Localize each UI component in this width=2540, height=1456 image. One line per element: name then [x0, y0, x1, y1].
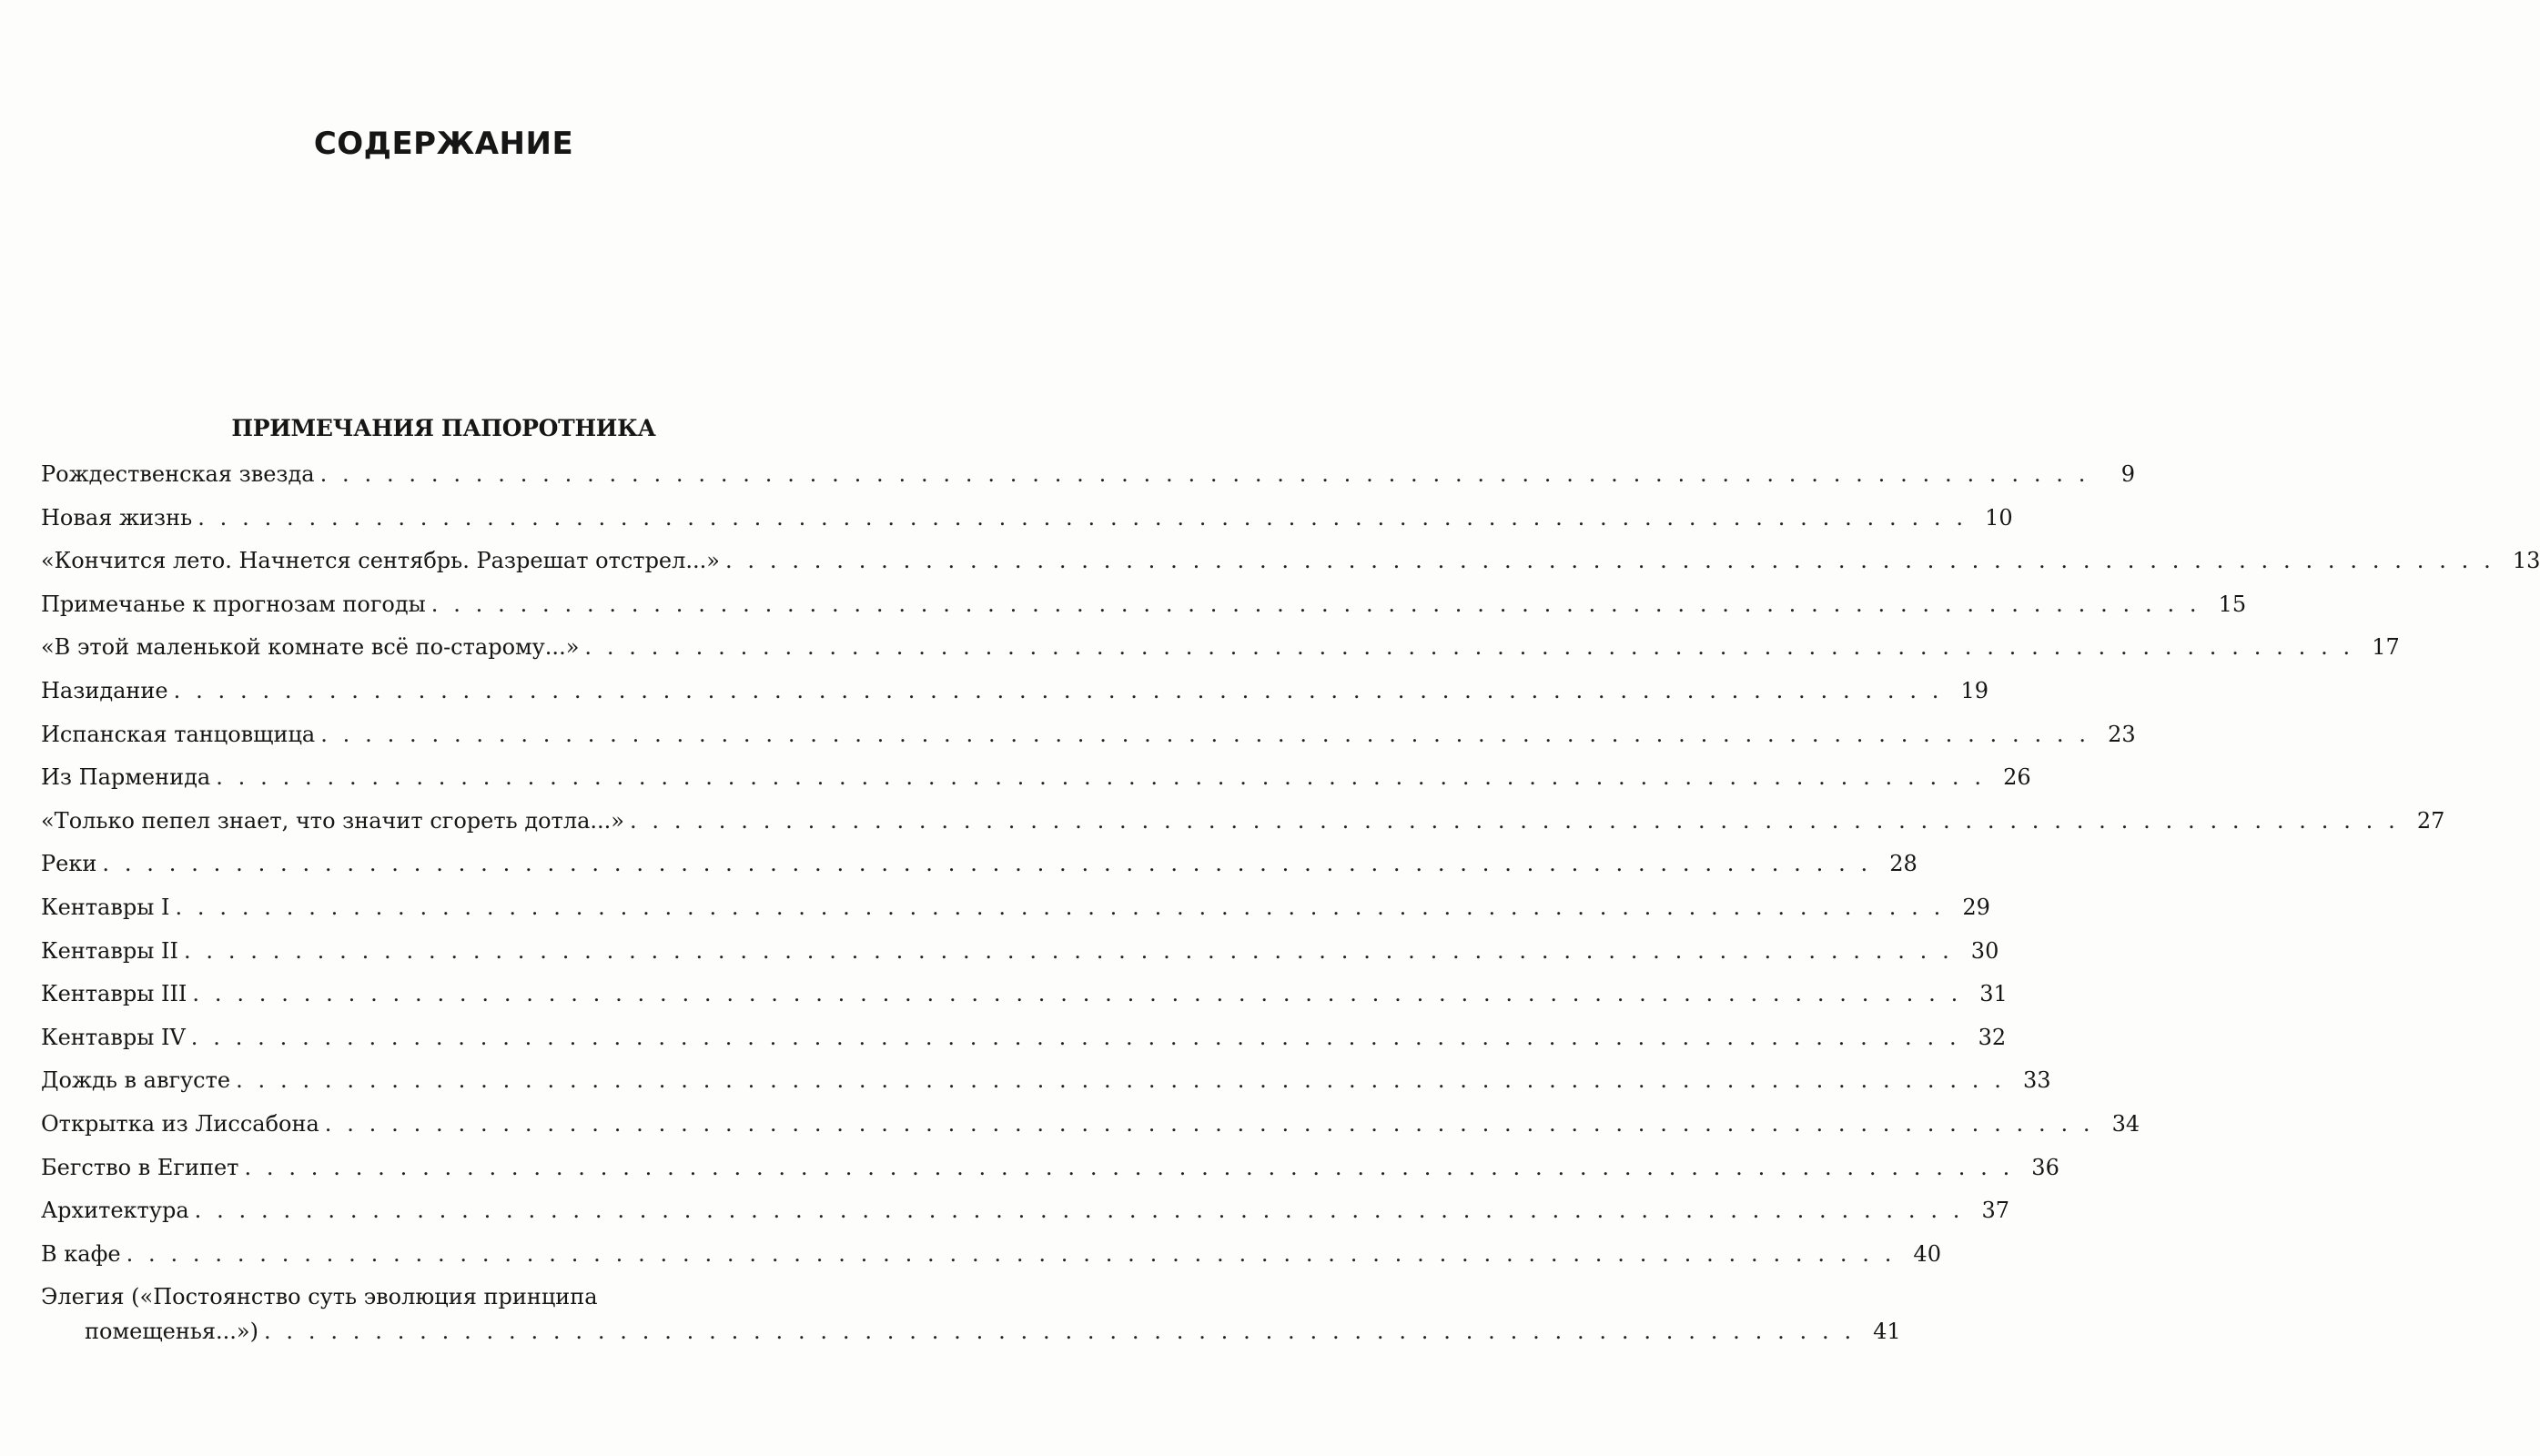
toc-entry[interactable] — [41, 756, 2031, 800]
dot-leader — [320, 713, 2090, 757]
dot-leader — [725, 540, 2494, 583]
page-title: СОДЕРЖАНИЕ — [313, 126, 574, 162]
dot-leader — [431, 583, 2201, 627]
toc-entry-title: Кентавры III — [41, 981, 187, 1007]
dot-leader — [191, 1016, 1960, 1060]
toc-entry-page: 36 — [2031, 1154, 2059, 1180]
dot-leader — [584, 626, 2353, 670]
toc-entry-page: 26 — [2003, 764, 2031, 791]
dot-leader — [195, 1189, 1964, 1233]
toc-entry-title: Открытка из Лиссабона — [41, 1110, 319, 1137]
toc-entry-page: 40 — [1913, 1240, 1941, 1267]
dot-leader — [192, 973, 1961, 1016]
toc-entry-title: В кафе — [41, 1240, 121, 1267]
dot-leader — [216, 756, 1985, 800]
toc-entry-title: Дождь в августе — [41, 1067, 231, 1094]
toc-entry[interactable] — [41, 973, 2008, 1016]
toc-entry-page: 29 — [1962, 894, 1990, 920]
toc-entry-page: 10 — [1985, 504, 2013, 531]
toc-entry-title: Новая жизнь — [41, 504, 193, 531]
toc-entry-page: 19 — [1960, 677, 1989, 703]
toc-entry-page: 27 — [2416, 807, 2445, 834]
toc-entry-page: 23 — [2108, 721, 2136, 747]
dot-leader — [236, 1059, 2005, 1103]
toc-entry[interactable] — [41, 886, 1990, 930]
toc-entry[interactable] — [41, 1059, 2051, 1103]
toc-entry-title: Кентавры IV — [41, 1024, 186, 1050]
toc-entry-title: Испанская танцовщица — [41, 721, 316, 747]
dot-leader — [184, 930, 1953, 974]
toc-entry-page: 32 — [1978, 1024, 2007, 1050]
toc-entry-title-line1: Элегия («Постоянство суть эволюция принципа — [41, 1284, 598, 1310]
toc-entry[interactable] — [41, 1189, 2010, 1233]
toc-entry-page: 15 — [2218, 591, 2247, 617]
toc-entry-page: 33 — [2022, 1067, 2051, 1094]
toc-entry-title: Назидание — [41, 677, 168, 703]
toc-entry-page: 30 — [1970, 937, 1999, 964]
dot-leader — [630, 800, 2399, 844]
toc-entry-title: Рождественская звезда — [41, 461, 315, 487]
dot-leader — [126, 1233, 1896, 1277]
dot-leader — [174, 670, 1943, 713]
toc-entry-title-line2: помещенья...») — [85, 1319, 258, 1345]
toc-entry-continuation — [41, 1314, 1901, 1349]
toc-entry[interactable] — [41, 800, 2445, 844]
table-of-contents — [41, 453, 2540, 1349]
dot-leader — [244, 1147, 2013, 1190]
toc-entry[interactable] — [41, 453, 2135, 497]
dot-leader — [320, 453, 2090, 497]
toc-entry[interactable] — [41, 1147, 2059, 1190]
toc-entry-title: «Только пепел знает, что значит сгореть дотла...» — [41, 807, 624, 834]
toc-entry[interactable] — [41, 670, 1989, 713]
dot-leader — [175, 886, 1944, 930]
toc-entry-title: Из Парменида — [41, 764, 211, 791]
toc-entry-title: Кентавры I — [41, 894, 170, 920]
toc-entry-page: 41 — [1873, 1319, 1901, 1345]
toc-entry-title: Архитектура — [41, 1198, 189, 1224]
toc-entry[interactable] — [41, 497, 2013, 541]
toc-entry-page: 13 — [2512, 548, 2540, 574]
toc-entry[interactable] — [41, 1016, 2007, 1060]
toc-entry-multiline[interactable] — [41, 1279, 1901, 1349]
toc-entry[interactable] — [41, 930, 1999, 974]
toc-entry[interactable] — [41, 843, 1918, 886]
toc-entry-title: «В этой маленькой комнате всё по-старому...» — [41, 634, 580, 661]
toc-entry-title: Бегство в Египет — [41, 1154, 239, 1180]
toc-entry[interactable] — [41, 540, 2540, 583]
toc-entry[interactable] — [41, 583, 2247, 627]
toc-entry[interactable] — [41, 626, 2400, 670]
toc-entry-title: Реки — [41, 851, 97, 877]
toc-entry-title: Кентавры II — [41, 937, 178, 964]
dot-leader — [264, 1314, 1856, 1349]
toc-entry[interactable] — [41, 1233, 1941, 1277]
dot-leader — [325, 1103, 2094, 1147]
toc-entry-page: 17 — [2372, 634, 2400, 661]
toc-entry-page: 9 — [2120, 461, 2135, 487]
dot-leader — [102, 843, 1871, 886]
toc-entry-page: 37 — [1981, 1198, 2010, 1224]
toc-entry-page: 34 — [2111, 1110, 2140, 1137]
toc-entry-page: 28 — [1889, 851, 1918, 877]
dot-leader — [197, 497, 1967, 541]
toc-entry[interactable] — [41, 713, 2136, 757]
toc-entry-page: 31 — [1979, 981, 2008, 1007]
toc-entry-title: «Кончится лето. Начнется сентябрь. Разрешат отстрел...» — [41, 548, 720, 574]
toc-entry[interactable] — [41, 1103, 2140, 1147]
toc-entry-title: Примечанье к прогнозам погоды — [41, 591, 426, 617]
section-title: ПРИМЕЧАНИЯ ПАПОРОТНИКА — [231, 415, 656, 441]
